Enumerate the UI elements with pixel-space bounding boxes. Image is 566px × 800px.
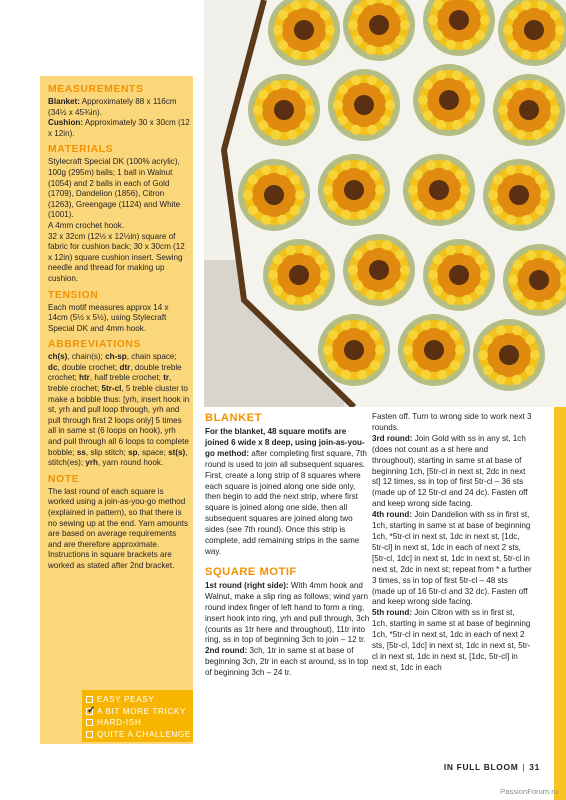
checkbox-icon <box>86 704 96 716</box>
tension-heading: TENSION <box>48 289 99 301</box>
level-hard-ish: HARD-ISH <box>86 717 194 729</box>
difficulty-levels <box>86 694 194 740</box>
page-edge-strip <box>554 407 566 800</box>
round-2: 2nd round: 3ch, 1tr in same st at base of beginning 3ch, 2tr in each st around, ss in top of beginning 3ch – 24 tr. <box>205 646 369 678</box>
materials-text: Stylecraft Special DK (100% acrylic), 100g (295m) balls; 1 ball in Walnut (1054) and 2 balls in each of Gold (1709), Dandelion (1856), Citron (1263), Greengage (1124) and White (1001). A 4mm crochet hook. 32 x 32cm (12½ x 12½in) square of fabric for cushion back; 30 x 30cm (12 x 12in) square cushion insert. Sewing needle and thread for making up cushion. <box>48 157 185 283</box>
level-easy-peasy: EASY PEASY <box>86 694 194 706</box>
tension-text: Each motif measures approx 14 x 14cm (5½ x 5½), using Stylecraft Special DK and 4mm hook. <box>48 302 169 333</box>
materials-heading: MATERIALS <box>48 144 114 156</box>
round-4: 4th round: Join Dandelion with ss in first st, 1ch, starting in same st at base of beginning 1ch, *5tr-cl in next st, 1dc in next st, [1dc, 5tr-cl] in next st, 1dc in each of next 2 sts, [5tr-cl, 1dc] in next st, 1dc in next st, 5tr-cl in next st, 2dc in next st; repeat from * a further 3 times, ss in top of first 5tr-cl – 48 sts (made up of 16 5tr-cl and 32 dc). Fasten off and keep wrong side facing. <box>372 510 532 607</box>
blanket-heading: BLANKET <box>205 412 262 424</box>
measurements-blanket: Blanket: Approximately 88 x 116cm (34½ x 45¾in). Cushion: Approximately 30 x 30cm (12 x 12in). <box>48 97 190 138</box>
square-motif-heading: SQUARE MOTIF <box>205 565 297 578</box>
info-sidebar <box>40 76 193 744</box>
checkbox-icon <box>86 719 93 726</box>
watermark: PassionForum.ru <box>500 787 558 796</box>
measurements-heading: MEASUREMENTS <box>48 84 144 95</box>
pattern-column-2 <box>372 412 532 674</box>
note-heading: NOTE <box>48 473 80 485</box>
abbreviations-heading: ABBREVIATIONS <box>48 339 142 351</box>
round-3: 3rd round: Join Gold with ss in any st, 1ch (does not count as a st here and throughout), starting in same st at base of beginning 1ch, [5tr-cl in next st, 2dc in next st] 12 times, ss in top of first 5tr-cl – 36 sts (made up of 12 5tr-cl and 24 dc). Fasten off and keep wrong side facing. <box>372 433 528 509</box>
checkmark-icon: ✓ <box>87 704 96 716</box>
blanket-photo <box>204 0 566 407</box>
checkbox-icon <box>86 696 93 703</box>
level-quite-a-challenge: QUITE A CHALLENGE <box>86 729 194 741</box>
section-title: IN FULL BLOOM <box>443 762 519 772</box>
note-text: The last round of each square is worked using a join-as-you-go method (explained in pattern), so that there is no sewing up at the end. Yarn amounts are based on average requirements and are therefore approximate. Instructions in square brackets are worked as stated after 2nd bracket. <box>48 486 189 570</box>
page-number: 31 <box>529 762 540 772</box>
abbreviations-list: ch(s), chain(s); ch-sp, chain space; dc, double crochet; dtr, double treble crochet; htr, half treble crochet; tr, treble crochet; 5tr-cl, 5 treble cluster to make a bobble thus: [yrh, insert hook in st, yrh and pull loop through, yrh and pull through first 2 loops only] 5 times all in same st (6 loops on hook), yrh and pull through all 6 loops to complete bobble; ss, slip stitch; sp, space; st(s), stitch(es); yrh, yarn round hook. <box>48 352 190 468</box>
blanket-intro: For the blanket, 48 square motifs are joined 6 wide x 8 deep, using join-as-you-go method: after completing first square, 7th round is used to join all subsequent squares. First, create a long strip of 8 squares where each square is joined along one side only, then begin to add the next strip, where first square is joined along one side, then all subsequent squares are joined along two sides (see 7th round). Once this strip is complete, add remaining strips in the same way. <box>205 427 367 556</box>
fasten-off-text: Fasten off. Turn to wrong side to work next 3 rounds. <box>372 412 532 432</box>
sunflower-blanket-image <box>204 0 566 407</box>
checkbox-icon <box>86 731 93 738</box>
page-footer <box>390 762 540 772</box>
round-5: 5th round: Join Citron with ss in first st, 1ch, starting in same st at base of beginning 1ch, *5tr-cl in next st, 1dc in each of next 2 sts, [5tr-cl, 1dc] in next st, 1dc in next st, 5tr-cl in next st, 1dc in next st, [1dc, 5tr-cl] in next st, 1dc in each <box>372 608 531 672</box>
pattern-column-1 <box>205 412 370 679</box>
footer-separator: | <box>522 762 526 772</box>
level-a-bit-more-tricky: ✓ A BIT MORE TRICKY <box>87 704 187 716</box>
round-1: 1st round (right side): With 4mm hook and Walnut, make a slip ring as follows; wind yarn round index finger of left hand to form a ring, insert hook into ring, yrh and pull through, 3ch (counts as 1tr here and throughout), 11tr into ring, ss in top of beginning 3ch to join – 12 tr. <box>205 580 370 645</box>
